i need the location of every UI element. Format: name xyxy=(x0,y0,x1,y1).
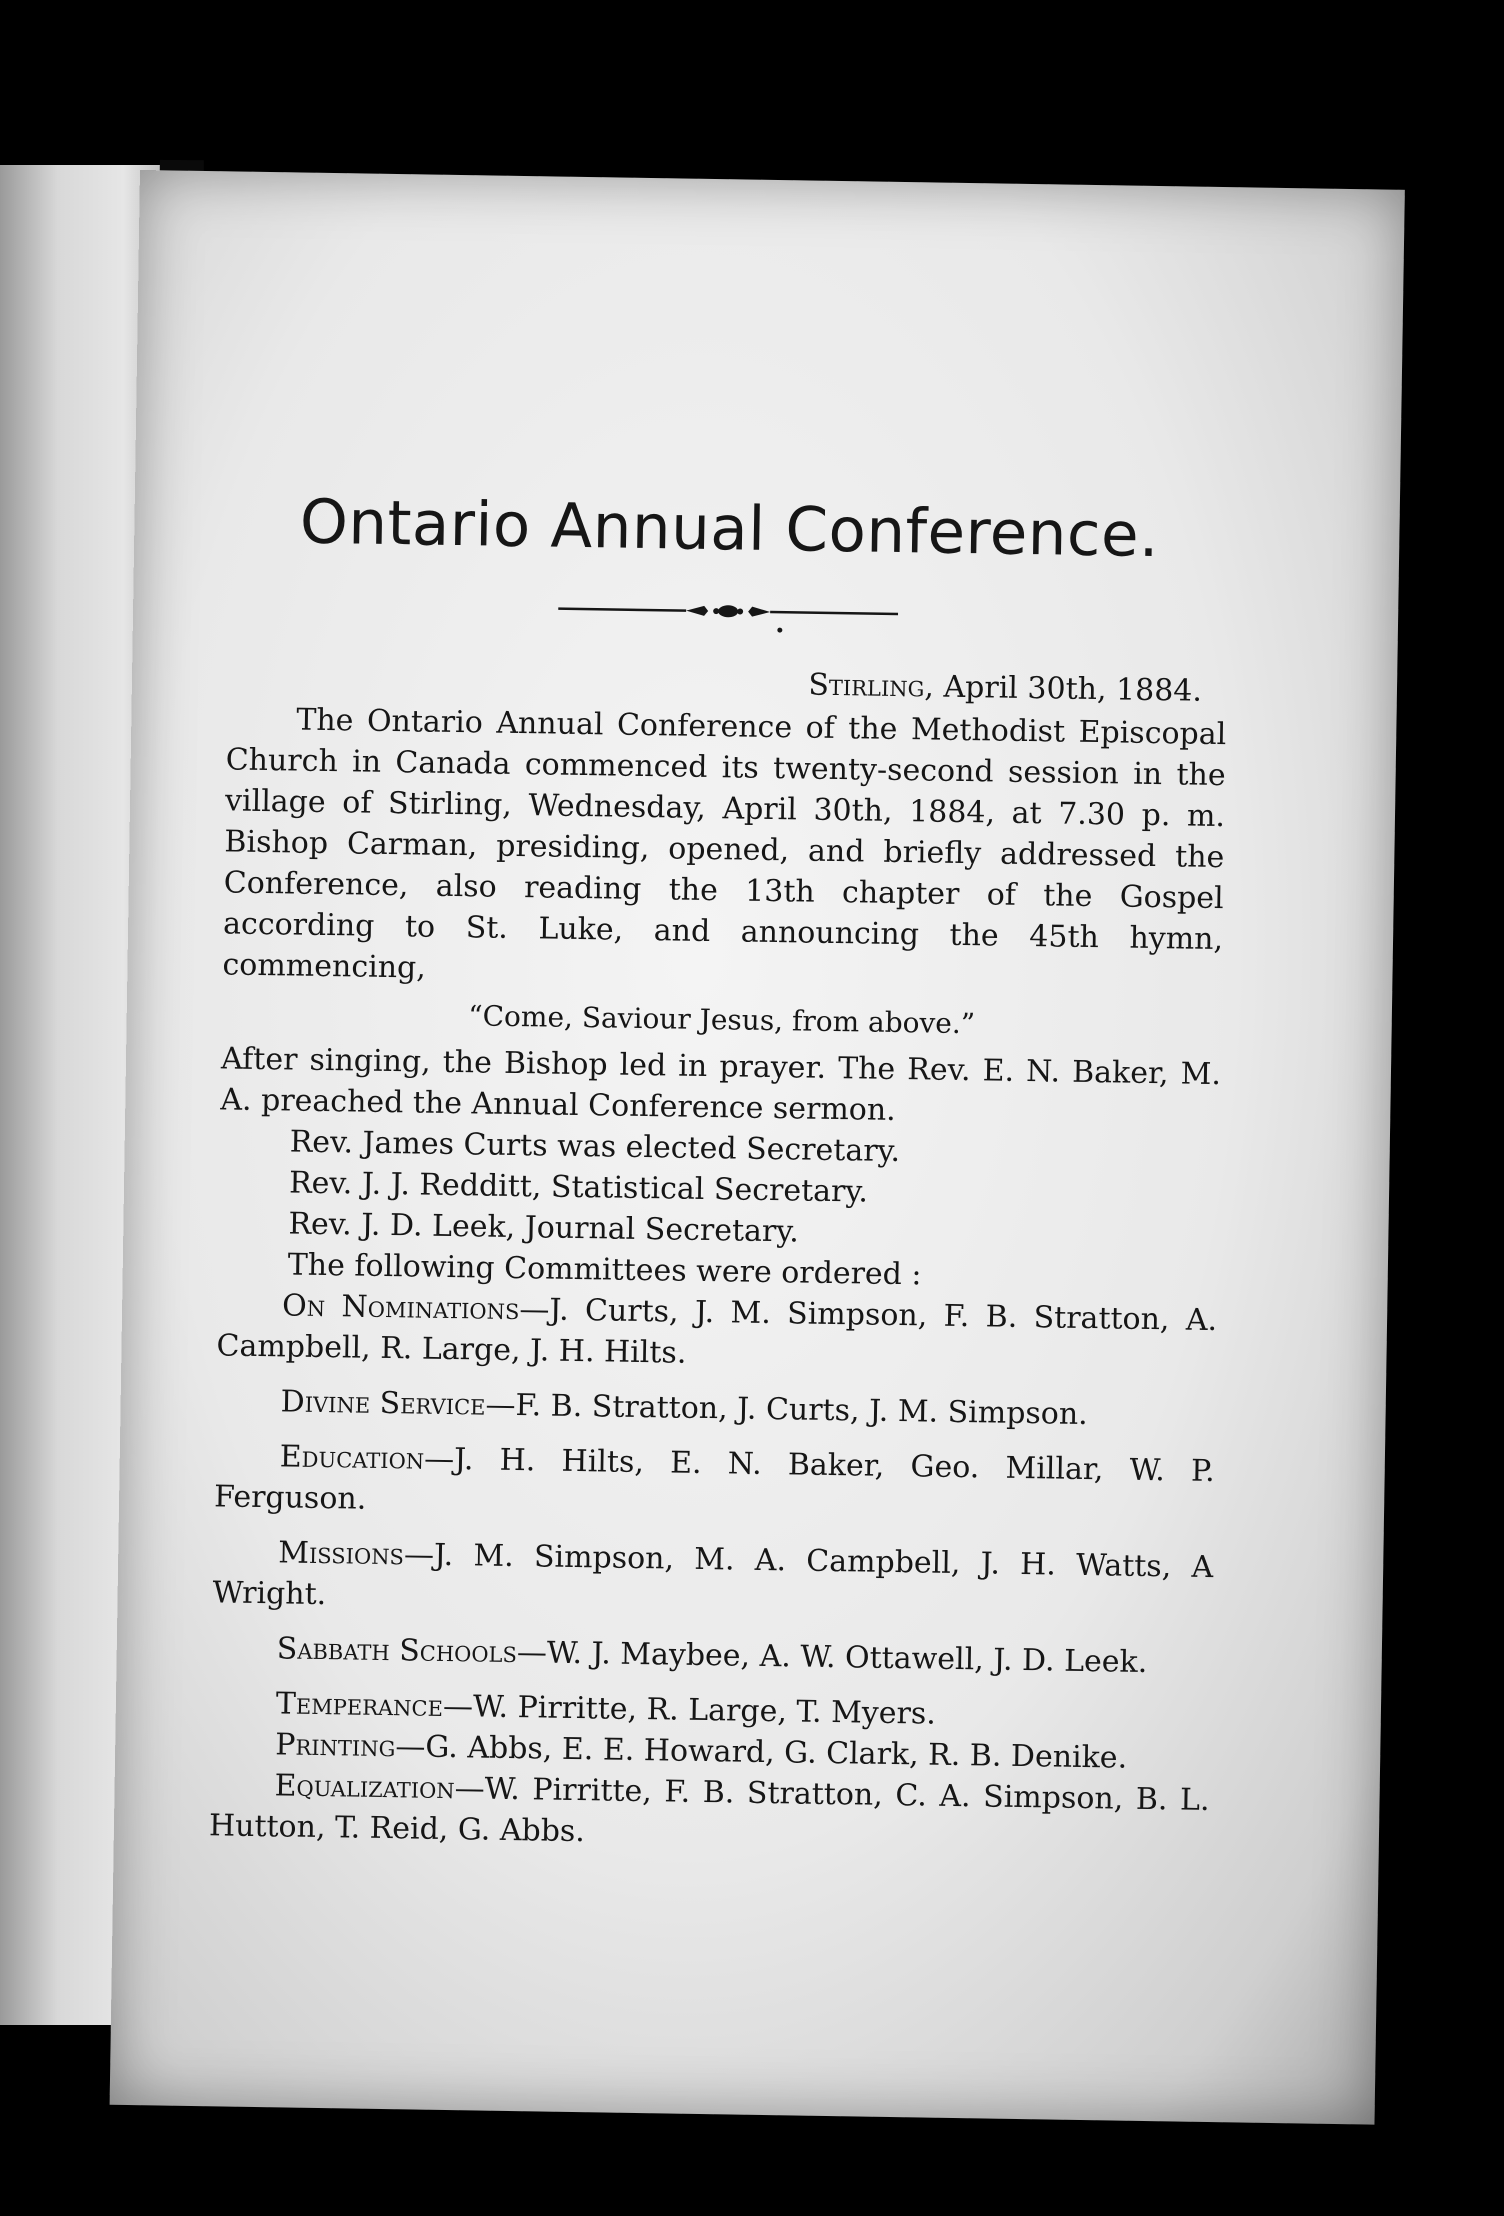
prayer-paragraph: After singing, the Bishop led in prayer. The Rev. E. N. Baker, M. A. preached the Annual Conference sermon. xyxy=(220,1041,1222,1128)
ornamental-rule-icon xyxy=(558,595,899,636)
committee-members: —G. Abbs, E. E. Howard, G. Clark, R. B. Denike. xyxy=(395,1729,1128,1776)
committee-name: Printing xyxy=(275,1727,396,1765)
committee-name: On Nominations xyxy=(281,1288,520,1328)
committee-education xyxy=(214,1435,1215,1533)
page-title: Ontario Annual Conference. xyxy=(299,486,1160,572)
committee-members: —J. Curts, J. M. Simpson, F. B. Stratton, A. Campbell, R. Large, J. H. Hilts. xyxy=(216,1292,1218,1371)
committee-missions xyxy=(212,1531,1213,1629)
officer-line: Rev. J. D. Leek, Journal Secretary. xyxy=(288,1206,800,1250)
committee-nominations xyxy=(216,1284,1217,1382)
committee-members: —W. Pirritte, R. Large, T. Myers. xyxy=(442,1688,937,1732)
dateline-date: April 30th, 1884. xyxy=(943,669,1203,709)
book-page xyxy=(110,170,1405,2125)
committee-members: —F. B. Stratton, J. Curts, J. M. Simpson. xyxy=(485,1387,1089,1433)
dateline-place: Stirling, xyxy=(808,667,935,705)
officer-line: Rev. J. J. Redditt, Statistical Secretary. xyxy=(288,1165,869,1210)
committee-name: Divine Service xyxy=(280,1384,486,1423)
committee-name: Missions xyxy=(278,1535,405,1573)
committees-list xyxy=(209,1284,1218,1862)
committee-equalization xyxy=(209,1764,1210,1862)
committee-sabbath-schools xyxy=(211,1627,1212,1684)
page-content xyxy=(209,481,1230,1862)
officer-line: Rev. James Curts was elected Secretary. xyxy=(289,1124,901,1170)
committee-members: —W. J. Maybee, A. W. Ottawell, J. D. Leek. xyxy=(516,1635,1148,1681)
committees-intro: The following Committees were ordered : xyxy=(287,1247,922,1293)
committee-name: Equalization xyxy=(274,1768,455,1807)
committee-members: —J. M. Simpson, M. A. Campbell, J. H. Watts, A Wright. xyxy=(212,1537,1214,1613)
committee-name: Temperance xyxy=(275,1686,444,1724)
hymn-quote: “Come, Saviour Jesus, from above.” xyxy=(468,999,976,1041)
opening-paragraph: The Ontario Annual Conference of the Methodist Episcopal Church in Canada commenced its twenty-second session in the village of Stirling, Wednesday, April 30th, 1884, at 7.30 p. m. Bishop Carman, presiding, opened, and briefly addressed the Conference, also reading the 13th chapter of the Gospel according to St. Luke, and announcing the 45th hymn, commencing, xyxy=(222,702,1227,986)
officers-list xyxy=(218,1120,1220,1300)
committee-name: Sabbath Schools xyxy=(276,1631,518,1671)
committee-divine-service xyxy=(215,1380,1216,1437)
committee-members: —J. H. Hilts, E. N. Baker, Geo. Millar, W. P. Ferguson. xyxy=(213,1441,1215,1517)
committee-name: Education xyxy=(279,1439,425,1477)
committee-members: —W. Pirritte, F. B. Stratton, C. A. Simpson, B. L. Hutton, T. Reid, G. Abbs. xyxy=(208,1771,1210,1850)
